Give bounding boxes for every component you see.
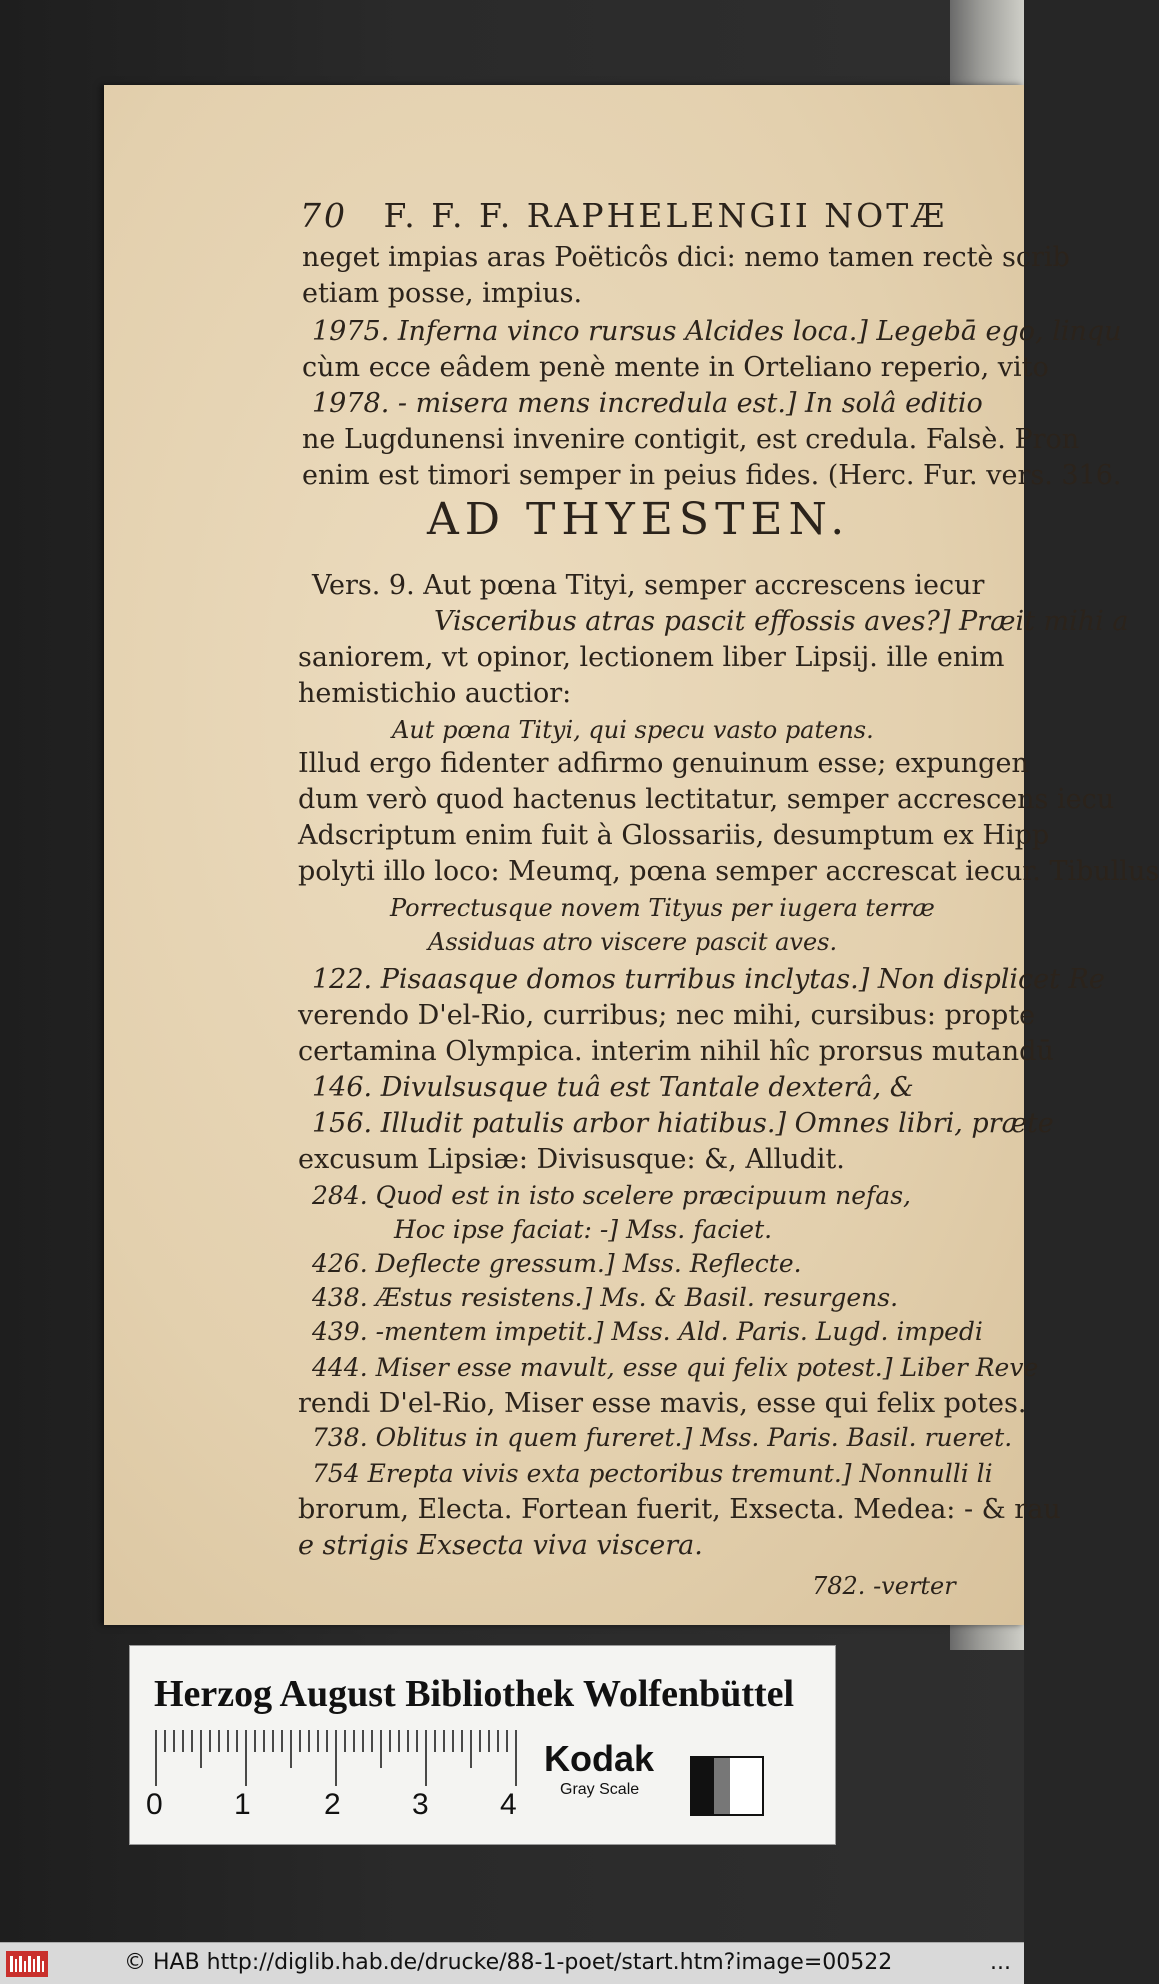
text-line: ne Lugdunensi invenire contigit, est credula. Falsè. Pron — [302, 424, 1080, 455]
text-line: neget impias aras Poëticôs dici: nemo tamen rectè scrib — [302, 242, 1070, 273]
gray-scale-patch — [690, 1756, 764, 1816]
ruler-label: 4 — [500, 1788, 517, 1821]
text-line: Visceribus atras pascit effossis aves?] Præit mihi a — [434, 606, 1129, 637]
ruler-label: 0 — [146, 1788, 163, 1821]
text-line: polyti illo loco: Meumq, pœna semper accrescat iecur. Tibullus — [298, 856, 1159, 887]
text-line: 444. Miser esse mavult, esse qui felix potest.] Liber Reve — [312, 1353, 1039, 1382]
text-line: Porrectusque novem Tityus per iugera terræ — [390, 894, 935, 922]
ruler-label: 2 — [324, 1788, 341, 1821]
text-line: certamina Olympica. interim nihil hîc prorsus mutandū — [298, 1036, 1054, 1067]
kodak-logo: Kodak — [544, 1738, 655, 1779]
color-target-card — [129, 1645, 836, 1845]
text-line: 439. -mentem impetit.] Mss. Ald. Paris. Lugd. impedi — [312, 1317, 983, 1346]
running-head — [300, 196, 947, 235]
catchword: 782. -verter — [812, 1572, 956, 1600]
text-line: rendi D'el-Rio, Miser esse mavis, esse qui felix potes. — [298, 1388, 1027, 1419]
text-line: 1975. Inferna vinco rursus Alcides loca.] Legebā ego, linqu — [312, 316, 1122, 347]
text-line: 438. Æstus resistens.] Ms. & Basil. resurgens. — [312, 1283, 899, 1312]
text-line: dum verò quod hactenus lectitatur, semper accrescens iecu — [298, 784, 1115, 815]
text-line: 284. Quod est in isto scelere præcipuum nefas, — [312, 1181, 911, 1210]
text-line: 1978. - misera mens incredula est.] In solâ editio — [312, 388, 983, 419]
source-url[interactable]: © HAB http://diglib.hab.de/drucke/88-1-poet/start.htm?image=00522 — [124, 1950, 893, 1975]
library-name: Herzog August Bibliothek Wolfenbüttel — [154, 1673, 795, 1715]
hab-logo-icon — [6, 1951, 48, 1977]
text-line: e strigis Exsecta viva viscera. — [298, 1530, 703, 1561]
gray-scale-label: Gray Scale — [560, 1781, 640, 1798]
status-bar — [0, 1942, 1024, 1984]
text-line: Illud ergo fidenter adfirmo genuinum esse; expungen — [298, 748, 1029, 779]
text-line: saniorem, vt opinor, lectionem liber Lipsij. ille enim — [298, 642, 1005, 673]
text-line: 754 Erepta vivis exta pectoribus tremunt.] Nonnulli li — [312, 1459, 993, 1488]
text-line: Adscriptum enim fuit à Glossariis, desumptum ex Hipp — [298, 820, 1050, 851]
text-line: brorum, Electa. Fortean fuerit, Exsecta. Medea: - & rau — [298, 1494, 1061, 1525]
text-line: enim est timori semper in peius fides. (Herc. Fur. vers. 316. — [302, 460, 1122, 491]
text-line: 426. Deflecte gressum.] Mss. Reflecte. — [312, 1249, 802, 1278]
page-number: 70 — [300, 196, 348, 235]
running-title: F. F. F. RAPHELENGII NOTÆ — [383, 196, 948, 235]
text-line: cùm ecce eâdem penè mente in Orteliano reperio, vito — [302, 352, 1049, 383]
text-line: 738. Oblitus in quem fureret.] Mss. Paris. Basil. rueret. — [312, 1423, 1013, 1452]
text-line: etiam posse, impius. — [302, 278, 583, 309]
ruler-label: 1 — [234, 1788, 251, 1821]
text-line: Vers. 9. Aut pœna Tityi, semper accrescens iecur — [312, 570, 985, 601]
text-line: 122. Pisaasque domos turribus inclytas.] Non displicet Re — [312, 964, 1105, 995]
measurement-ruler — [152, 1728, 532, 1788]
text-line: Aut pœna Tityi, qui specu vasto patens. — [392, 716, 874, 744]
text-line: 146. Divulsusque tuâ est Tantale dexterâ, & — [312, 1072, 914, 1103]
text-line: verendo D'el-Rio, curribus; nec mihi, cursibus: propte — [298, 1000, 1036, 1031]
more-indicator: ... — [990, 1950, 1011, 1975]
text-line: 156. Illudit patulis arbor hiatibus.] Omnes libri, præte — [312, 1108, 1054, 1139]
text-line: Assiduas atro viscere pascit aves. — [428, 928, 838, 956]
ruler-label: 3 — [412, 1788, 429, 1821]
section-title: AD THYESTEN. — [427, 494, 851, 545]
text-line: hemistichio auctior: — [298, 678, 572, 709]
text-line: excusum Lipsiæ: Divisusque: &, Alludit. — [298, 1144, 845, 1175]
ruler-ticks — [152, 1728, 532, 1788]
text-line: Hoc ipse faciat: -] Mss. faciet. — [394, 1215, 773, 1244]
